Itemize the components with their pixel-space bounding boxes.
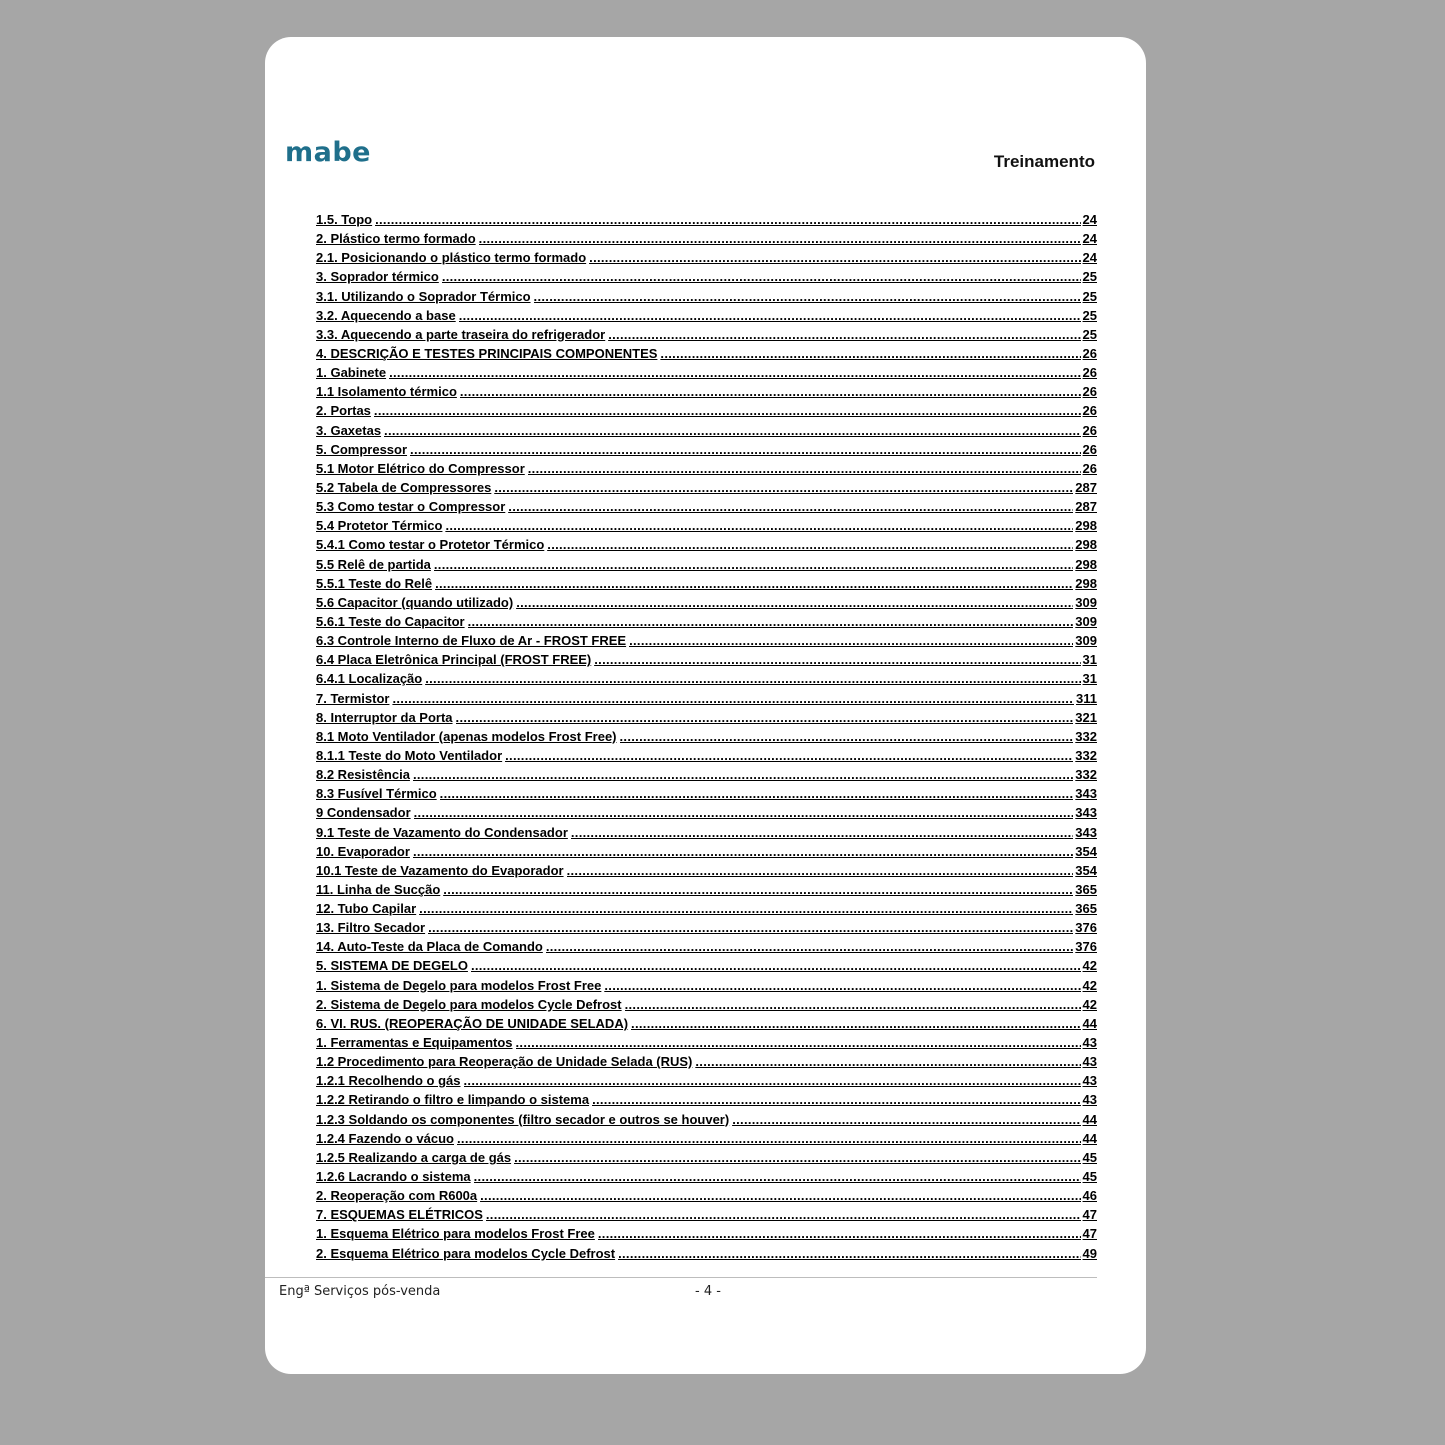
toc-entry-page: 332 — [1075, 747, 1097, 763]
toc-entry-title: 3.3. Aquecendo a parte traseira do refrigerador — [316, 326, 606, 342]
toc-entry-page: 321 — [1075, 709, 1097, 725]
toc-entry[interactable] — [316, 937, 1097, 956]
toc-entry-page: 42 — [1082, 996, 1097, 1012]
toc-dot-leader — [425, 669, 1080, 688]
toc-entry[interactable] — [316, 574, 1097, 593]
toc-entry-title: 8.1.1 Teste do Moto Ventilador — [316, 747, 503, 763]
toc-entry[interactable] — [316, 784, 1097, 803]
toc-entry-page: 354 — [1075, 862, 1097, 878]
toc-entry[interactable] — [316, 1110, 1097, 1129]
toc-dot-leader — [456, 708, 1074, 727]
toc-entry[interactable] — [316, 344, 1097, 363]
toc-entry[interactable] — [316, 593, 1097, 612]
toc-entry-title: 5.6 Capacitor (quando utilizado) — [316, 594, 514, 610]
toc-entry-title: 1.1 Isolamento térmico — [316, 384, 457, 400]
toc-entry[interactable] — [316, 976, 1097, 995]
toc-dot-leader — [618, 1244, 1080, 1263]
toc-dot-leader — [567, 861, 1074, 880]
mabe-logo: mabe — [285, 137, 371, 168]
footer-department: Engª Serviços pós-venda — [279, 1284, 441, 1299]
toc-entry[interactable] — [316, 631, 1097, 650]
toc-dot-leader — [486, 1205, 1081, 1224]
toc-entry[interactable] — [316, 842, 1097, 861]
toc-dot-leader — [410, 440, 1080, 459]
toc-entry-page: 343 — [1075, 824, 1097, 840]
toc-entry-page: 298 — [1075, 518, 1097, 534]
toc-entry-title: 3. Soprador térmico — [316, 269, 439, 285]
toc-entry-page: 343 — [1075, 805, 1097, 821]
toc-entry-title: 8.3 Fusível Térmico — [316, 786, 437, 802]
toc-entry[interactable] — [316, 401, 1097, 420]
toc-dot-leader — [442, 267, 1081, 286]
toc-dot-leader — [443, 880, 1073, 899]
toc-dot-leader — [528, 459, 1081, 478]
toc-dot-leader — [534, 287, 1081, 306]
toc-entry[interactable] — [316, 995, 1097, 1014]
toc-entry-title: 6.3 Controle Interno de Fluxo de Ar - FROST FREE — [316, 633, 627, 649]
toc-entry-title: 9 Condensador — [316, 805, 411, 821]
toc-entry-title: 1.2.3 Soldando os componentes (filtro secador e outros se houver) — [316, 1111, 730, 1127]
toc-entry-title: 5.3 Como testar o Compressor — [316, 499, 506, 515]
toc-entry-title: 6.4.1 Localização — [316, 671, 423, 687]
toc-dot-leader — [440, 784, 1074, 803]
toc-dot-leader — [435, 574, 1073, 593]
toc-entry-title: 10. Evaporador — [316, 843, 410, 859]
toc-entry-page: 26 — [1082, 422, 1097, 438]
toc-entry[interactable] — [316, 267, 1097, 286]
toc-dot-leader — [625, 995, 1081, 1014]
toc-entry[interactable] — [316, 1014, 1097, 1033]
toc-entry[interactable] — [316, 1224, 1097, 1243]
toc-entry-page: 42 — [1082, 958, 1097, 974]
toc-entry-title: 13. Filtro Secador — [316, 920, 426, 936]
toc-dot-leader — [546, 937, 1073, 956]
toc-dot-leader — [414, 803, 1074, 822]
toc-entry-title: 1.2.2 Retirando o filtro e limpando o sistema — [316, 1092, 590, 1108]
toc-entry[interactable] — [316, 1167, 1097, 1186]
toc-dot-leader — [384, 421, 1080, 440]
toc-dot-leader — [413, 842, 1073, 861]
toc-entry[interactable] — [316, 918, 1097, 937]
toc-entry-title: 4. DESCRIÇÃO E TESTES PRINCIPAIS COMPONENTES — [316, 345, 658, 361]
toc-entry[interactable] — [316, 1148, 1097, 1167]
toc-entry[interactable] — [316, 612, 1097, 631]
toc-entry-page: 309 — [1075, 613, 1097, 629]
toc-entry-title: 1.2.5 Realizando a carga de gás — [316, 1149, 512, 1165]
toc-dot-leader — [604, 976, 1080, 995]
toc-entry-page: 298 — [1075, 537, 1097, 553]
toc-entry[interactable] — [316, 1052, 1097, 1071]
toc-entry-title: 7. Termistor — [316, 690, 390, 706]
toc-dot-leader — [464, 1071, 1081, 1090]
toc-entry-title: 2. Plástico termo formado — [316, 231, 476, 247]
toc-entry-title: 14. Auto-Teste da Placa de Comando — [316, 939, 543, 955]
toc-entry[interactable] — [316, 440, 1097, 459]
toc-entry[interactable] — [316, 478, 1097, 497]
toc-dot-leader — [375, 210, 1080, 229]
toc-entry-page: 309 — [1075, 633, 1097, 649]
toc-dot-leader — [589, 248, 1080, 267]
table-of-contents — [316, 210, 1097, 1263]
toc-dot-leader — [471, 956, 1081, 975]
toc-entry-title: 5.1 Motor Elétrico do Compressor — [316, 460, 525, 476]
toc-dot-leader — [592, 1090, 1080, 1109]
document-page — [265, 37, 1146, 1374]
toc-entry-page: 42 — [1082, 977, 1097, 993]
toc-dot-leader — [547, 535, 1073, 554]
toc-entry-page: 309 — [1075, 594, 1097, 610]
toc-dot-leader — [374, 401, 1081, 420]
toc-entry[interactable] — [316, 1186, 1097, 1205]
toc-dot-leader — [629, 631, 1073, 650]
toc-dot-leader — [389, 363, 1080, 382]
toc-entry-page: 25 — [1082, 269, 1097, 285]
toc-entry-page: 25 — [1082, 307, 1097, 323]
toc-entry[interactable] — [316, 689, 1097, 708]
toc-entry[interactable] — [316, 516, 1097, 535]
toc-entry-title: 5.2 Tabela de Compressores — [316, 479, 492, 495]
toc-entry-title: 1. Gabinete — [316, 365, 387, 381]
toc-entry-page: 311 — [1076, 690, 1097, 706]
toc-entry[interactable] — [316, 650, 1097, 669]
toc-entry[interactable] — [316, 669, 1097, 688]
toc-entry-page: 298 — [1075, 575, 1097, 591]
toc-entry-page: 44 — [1082, 1111, 1097, 1127]
toc-entry-page: 46 — [1082, 1188, 1097, 1204]
toc-entry[interactable] — [316, 746, 1097, 765]
toc-entry[interactable] — [316, 956, 1097, 975]
toc-entry-page: 43 — [1082, 1054, 1097, 1070]
toc-entry-page: 26 — [1082, 403, 1097, 419]
toc-entry[interactable] — [316, 210, 1097, 229]
toc-entry-page: 43 — [1082, 1073, 1097, 1089]
toc-entry-page: 43 — [1082, 1035, 1097, 1051]
toc-entry-title: 1.5. Topo — [316, 212, 373, 227]
toc-dot-leader — [445, 516, 1073, 535]
toc-entry-title: 1.2.6 Lacrando o sistema — [316, 1169, 471, 1185]
toc-entry-page: 25 — [1082, 326, 1097, 342]
toc-entry-page: 44 — [1082, 1130, 1097, 1146]
toc-entry[interactable] — [316, 459, 1097, 478]
toc-entry-page: 26 — [1082, 460, 1097, 476]
toc-dot-leader — [514, 1148, 1080, 1167]
toc-entry[interactable] — [316, 287, 1097, 306]
toc-dot-leader — [413, 765, 1073, 784]
toc-dot-leader — [480, 1186, 1080, 1205]
toc-dot-leader — [516, 593, 1073, 612]
toc-entry-page: 287 — [1075, 499, 1097, 515]
toc-dot-leader — [620, 727, 1074, 746]
toc-entry-page: 26 — [1082, 345, 1097, 361]
toc-dot-leader — [695, 1052, 1080, 1071]
toc-entry-page: 376 — [1075, 939, 1097, 955]
toc-entry-page: 47 — [1082, 1226, 1097, 1242]
toc-entry[interactable] — [316, 229, 1097, 248]
toc-entry[interactable] — [316, 325, 1097, 344]
toc-entry-title: 3.1. Utilizando o Soprador Térmico — [316, 288, 531, 304]
toc-dot-leader — [508, 497, 1073, 516]
toc-dot-leader — [505, 746, 1073, 765]
toc-entry-title: 5.4.1 Como testar o Protetor Térmico — [316, 537, 545, 553]
toc-entry[interactable] — [316, 535, 1097, 554]
toc-dot-leader — [479, 229, 1081, 248]
toc-entry-page: 365 — [1075, 901, 1097, 917]
toc-entry-page: 43 — [1082, 1092, 1097, 1108]
toc-entry[interactable] — [316, 497, 1097, 516]
footer-page-number: - 4 - — [695, 1284, 721, 1299]
toc-dot-leader — [460, 382, 1081, 401]
toc-dot-leader — [598, 1224, 1081, 1243]
toc-entry-title: 2. Portas — [316, 403, 371, 419]
toc-entry-page: 45 — [1082, 1149, 1097, 1165]
toc-entry-page: 49 — [1082, 1245, 1097, 1261]
toc-entry[interactable] — [316, 421, 1097, 440]
toc-dot-leader — [660, 344, 1080, 363]
toc-entry-page: 298 — [1075, 556, 1097, 572]
toc-entry-page: 354 — [1075, 843, 1097, 859]
toc-entry-title: 6. VI. RUS. (REOPERAÇÃO DE UNIDADE SELADA) — [316, 1015, 629, 1031]
toc-entry-title: 10.1 Teste de Vazamento do Evaporador — [316, 862, 564, 878]
toc-entry[interactable] — [316, 306, 1097, 325]
toc-dot-leader — [608, 325, 1080, 344]
toc-entry[interactable] — [316, 861, 1097, 880]
toc-entry[interactable] — [316, 1205, 1097, 1224]
toc-dot-leader — [494, 478, 1073, 497]
toc-entry-title: 5.5 Relê de partida — [316, 556, 431, 572]
toc-entry-title: 1.2.4 Fazendo o vácuo — [316, 1130, 454, 1146]
toc-entry-title: 3. Gaxetas — [316, 422, 382, 438]
toc-entry-page: 44 — [1082, 1015, 1097, 1031]
toc-dot-leader — [419, 899, 1073, 918]
toc-entry-title: 2. Sistema de Degelo para modelos Cycle Defrost — [316, 996, 622, 1012]
toc-entry-page: 45 — [1082, 1169, 1097, 1185]
toc-dot-leader — [732, 1110, 1080, 1129]
toc-entry-title: 3.2. Aquecendo a base — [316, 307, 456, 323]
toc-entry[interactable] — [316, 1071, 1097, 1090]
toc-entry-title: 8.1 Moto Ventilador (apenas modelos Frost Free) — [316, 728, 617, 744]
toc-entry[interactable] — [316, 248, 1097, 267]
toc-entry[interactable] — [316, 555, 1097, 574]
toc-entry-title: 8.2 Resistência — [316, 767, 410, 783]
toc-dot-leader — [594, 650, 1080, 669]
toc-entry-title: 6.4 Placa Eletrônica Principal (FROST FREE) — [316, 652, 592, 668]
toc-entry-title: 1. Ferramentas e Equipamentos — [316, 1035, 513, 1051]
toc-dot-leader — [459, 306, 1081, 325]
toc-entry-title: 1.2 Procedimento para Reoperação de Unidade Selada (RUS) — [316, 1054, 693, 1070]
toc-entry[interactable] — [316, 899, 1097, 918]
toc-entry-title: 2. Esquema Elétrico para modelos Cycle Defrost — [316, 1245, 616, 1261]
toc-entry[interactable] — [316, 880, 1097, 899]
toc-entry-page: 376 — [1075, 920, 1097, 936]
toc-entry[interactable] — [316, 363, 1097, 382]
toc-entry-title: 1.2.1 Recolhendo o gás — [316, 1073, 461, 1089]
toc-entry-title: 9.1 Teste de Vazamento do Condensador — [316, 824, 568, 840]
toc-entry[interactable] — [316, 708, 1097, 727]
toc-entry-title: 5. Compressor — [316, 441, 408, 457]
toc-entry-title: 12. Tubo Capilar — [316, 901, 417, 917]
toc-entry-title: 2. Reoperação com R600a — [316, 1188, 478, 1204]
toc-entry[interactable] — [316, 1244, 1097, 1263]
toc-entry-page: 26 — [1082, 441, 1097, 457]
toc-entry[interactable] — [316, 1033, 1097, 1052]
toc-entry-page: 26 — [1082, 365, 1097, 381]
toc-entry-page: 332 — [1075, 767, 1097, 783]
toc-entry[interactable] — [316, 382, 1097, 401]
toc-dot-leader — [571, 823, 1073, 842]
toc-dot-leader — [516, 1033, 1081, 1052]
toc-entry-page: 287 — [1075, 479, 1097, 495]
toc-dot-leader — [434, 555, 1073, 574]
toc-dot-leader — [392, 689, 1074, 708]
toc-entry-title: 2.1. Posicionando o plástico termo formado — [316, 250, 587, 266]
toc-dot-leader — [474, 1167, 1081, 1186]
toc-entry-title: 11. Linha de Sucção — [316, 881, 441, 897]
toc-entry[interactable] — [316, 765, 1097, 784]
toc-entry-title: 1. Sistema de Degelo para modelos Frost Free — [316, 977, 602, 993]
toc-entry-title: 1. Esquema Elétrico para modelos Frost Free — [316, 1226, 595, 1242]
toc-entry-title: 8. Interruptor da Porta — [316, 709, 453, 725]
toc-entry-title: 5. SISTEMA DE DEGELO — [316, 958, 468, 974]
toc-entry[interactable] — [316, 727, 1097, 746]
toc-dot-leader — [457, 1129, 1081, 1148]
header-title: Treinamento — [993, 152, 1095, 171]
toc-entry-page: 24 — [1082, 250, 1097, 266]
toc-entry-page: 332 — [1075, 728, 1097, 744]
toc-dot-leader — [428, 918, 1073, 937]
toc-entry-page: 31 — [1082, 671, 1097, 687]
toc-dot-leader — [631, 1014, 1080, 1033]
toc-dot-leader — [468, 612, 1074, 631]
toc-entry-page: 47 — [1082, 1207, 1097, 1223]
toc-entry[interactable] — [316, 823, 1097, 842]
toc-entry-title: 7. ESQUEMAS ELÉTRICOS — [316, 1207, 483, 1223]
toc-entry[interactable] — [316, 803, 1097, 822]
toc-entry-page: 31 — [1082, 652, 1097, 668]
toc-entry-page: 26 — [1082, 384, 1097, 400]
toc-entry-page: 24 — [1082, 231, 1097, 247]
toc-entry[interactable] — [316, 1129, 1097, 1148]
toc-entry-title: 5.6.1 Teste do Capacitor — [316, 613, 465, 629]
toc-entry[interactable] — [316, 1090, 1097, 1109]
toc-entry-page: 365 — [1075, 881, 1097, 897]
toc-entry-title: 5.5.1 Teste do Relê — [316, 575, 433, 591]
toc-entry-page: 24 — [1082, 212, 1097, 227]
toc-entry-page: 343 — [1075, 786, 1097, 802]
toc-entry-page: 25 — [1082, 288, 1097, 304]
footer-divider — [265, 1277, 1097, 1278]
toc-entry-title: 5.4 Protetor Térmico — [316, 518, 443, 534]
